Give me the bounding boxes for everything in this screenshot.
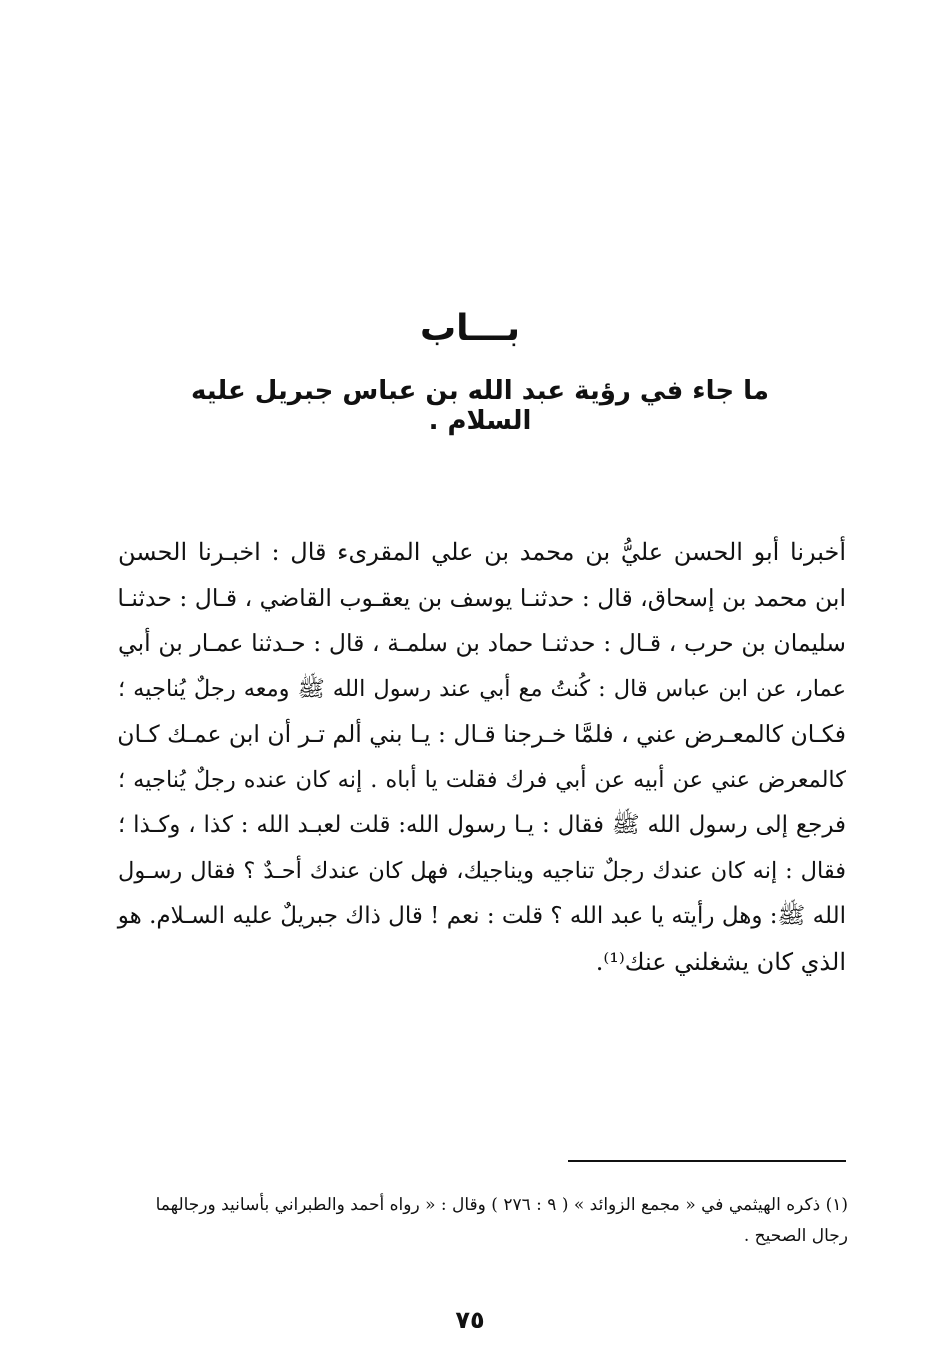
body-line: عمار، عن ابن عباس قال : كُنتُ مع أبي عند رسول الله ﷺ ومعه رجلٌ يُناجيه ؛	[118, 675, 846, 702]
chapter-heading: بـــاب	[419, 308, 521, 349]
footnote-divider	[568, 1160, 846, 1162]
body-line: فكـان كالمعـرض عني ، فلمَّا خـرجنا قـال : يـا بني ألم تـر أن ابن عمـك كـان	[117, 720, 846, 748]
footnote-line: رجال الصحيح .	[743, 1226, 848, 1246]
body-line: ابن محمد بن إسحاق، قال : حدثنـا يوسف بن يعقـوب القاضي ، قـال : حدثنـا	[117, 583, 846, 612]
body-line: الله ﷺ: وهل رأيته يا عبد الله ؟ قلت : نعم ! قال ذاك جبريلٌ عليه السـلام. هو	[117, 903, 846, 929]
page-number: ٧٥	[455, 1306, 485, 1334]
footnote-line: (١) ذكره الهيثمي في « مجمع الزوائد » ( ٩ : ٢٧٦ ) وقال : « رواه أحمد والطبراني بأسانيد ورجالهما	[155, 1195, 848, 1215]
body-line: كالمعرض عني عن أبيه عن أبي فرك فقلت يا أباه . إنه كان عنده رجلٌ يُناجيه ؛	[118, 766, 846, 793]
body-line: فقال : إنه كان عندك رجلٌ تناجيه ويناجيك، فهل كان عندك أحـدٌ ؟ فقال رسـول	[118, 857, 846, 884]
body-line: أخبرنا أبو الحسن عليُّ بن محمد بن علي المقرىء قال : اخبـرنا الحسن	[118, 538, 846, 566]
chapter-title: ما جاء في رؤية عبد الله بن عباس جبريل عليه السلام .	[191, 376, 769, 436]
body-line: فرجع إلى رسول الله ﷺ فقال : يـا رسول الله: قلت لعبـد الله : كذا ، وكـذا ؛	[118, 812, 846, 838]
footnote	[112, 1190, 848, 1252]
body-text	[118, 530, 846, 985]
body-line: سليمان بن حرب ، قـال : حدثنـا حماد بن سلمـة ، قال : حـدثنا عمـار بن أبي	[118, 629, 846, 657]
body-line: الذي كان يشغلني عنك⁽¹⁾.	[595, 947, 846, 976]
